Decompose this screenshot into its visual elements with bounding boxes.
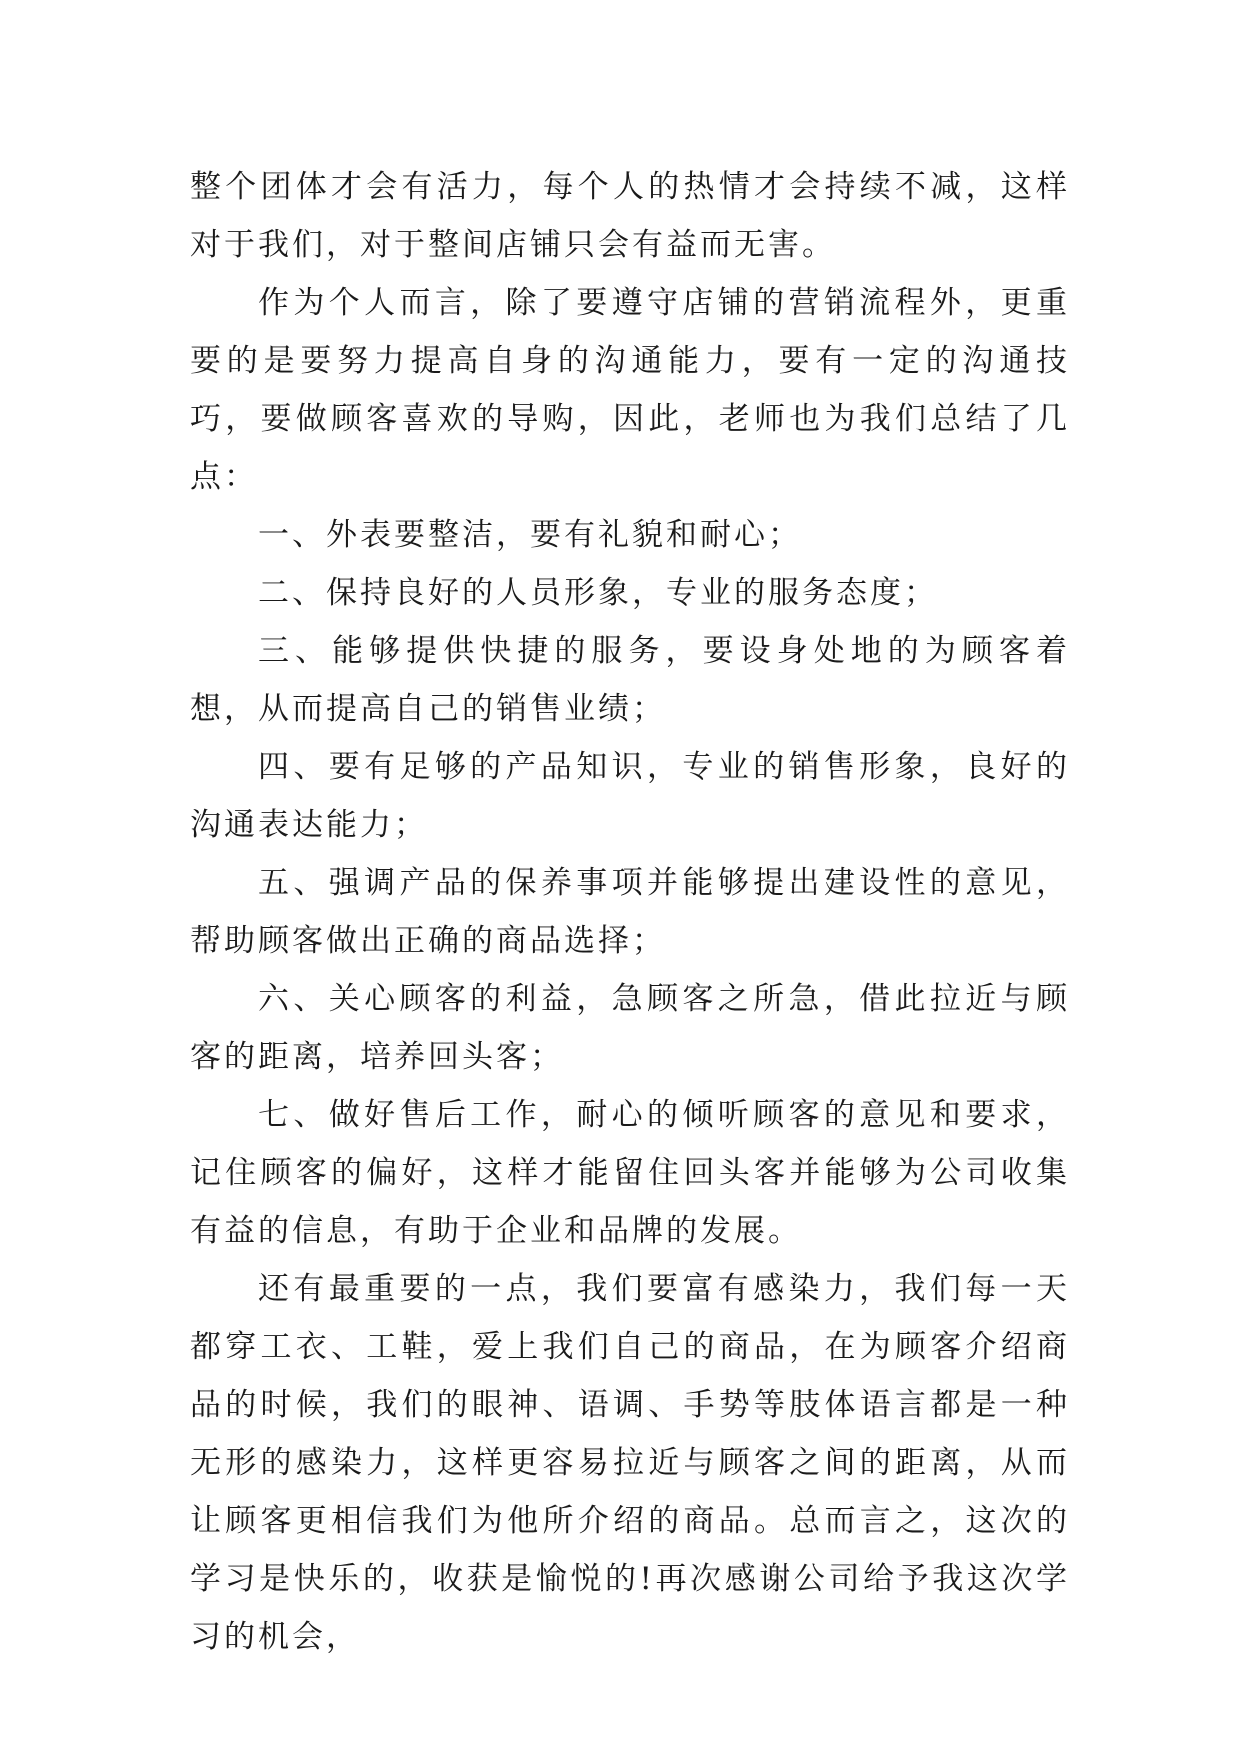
document-body (190, 158, 1070, 1666)
list-item-3: 三、能够提供快捷的服务，要设身处地的为顾客着想，从而提高自己的销售业绩； (190, 633, 1070, 727)
list-item-4: 四、要有足够的产品知识，专业的销售形象，良好的沟通表达能力； (190, 749, 1070, 843)
paragraph-conclusion: 还有最重要的一点，我们要富有感染力，我们每一天都穿工衣、工鞋，爱上我们自己的商品，在为顾客介绍商品的时候，我们的眼神、语调、手势等肢体语言都是一种无形的感染力，这样更容易拉近与顾客之间的距离，从而让顾客更相信我们为他所介绍的商品。总而言之，这次的学习是快乐的，收获是愉悦的!再次感谢公司给予我这次学习的机会， (190, 1271, 1070, 1655)
list-item-7: 七、做好售后工作，耐心的倾听顾客的意见和要求，记住顾客的偏好，这样才能留住回头客并能够为公司收集有益的信息，有助于企业和品牌的发展。 (190, 1097, 1070, 1249)
list-item-5: 五、强调产品的保养事项并能够提出建设性的意见，帮助顾客做出正确的商品选择； (190, 865, 1070, 959)
list-item-6: 六、关心顾客的利益，急顾客之所急，借此拉近与顾客的距离，培养回头客； (190, 981, 1070, 1075)
list-item-2: 二、保持良好的人员形象，专业的服务态度； (258, 575, 938, 611)
paragraph-intro-continuation: 整个团体才会有活力，每个人的热情才会持续不减，这样对于我们，对于整间店铺只会有益而无害。 (190, 169, 1070, 263)
paragraph-personal-view: 作为个人而言，除了要遵守店铺的营销流程外，更重要的是要努力提高自身的沟通能力，要有一定的沟通技巧，要做顾客喜欢的导购，因此，老师也为我们总结了几点： (190, 285, 1070, 495)
list-item-1: 一、外表要整洁，要有礼貌和耐心； (258, 517, 802, 553)
